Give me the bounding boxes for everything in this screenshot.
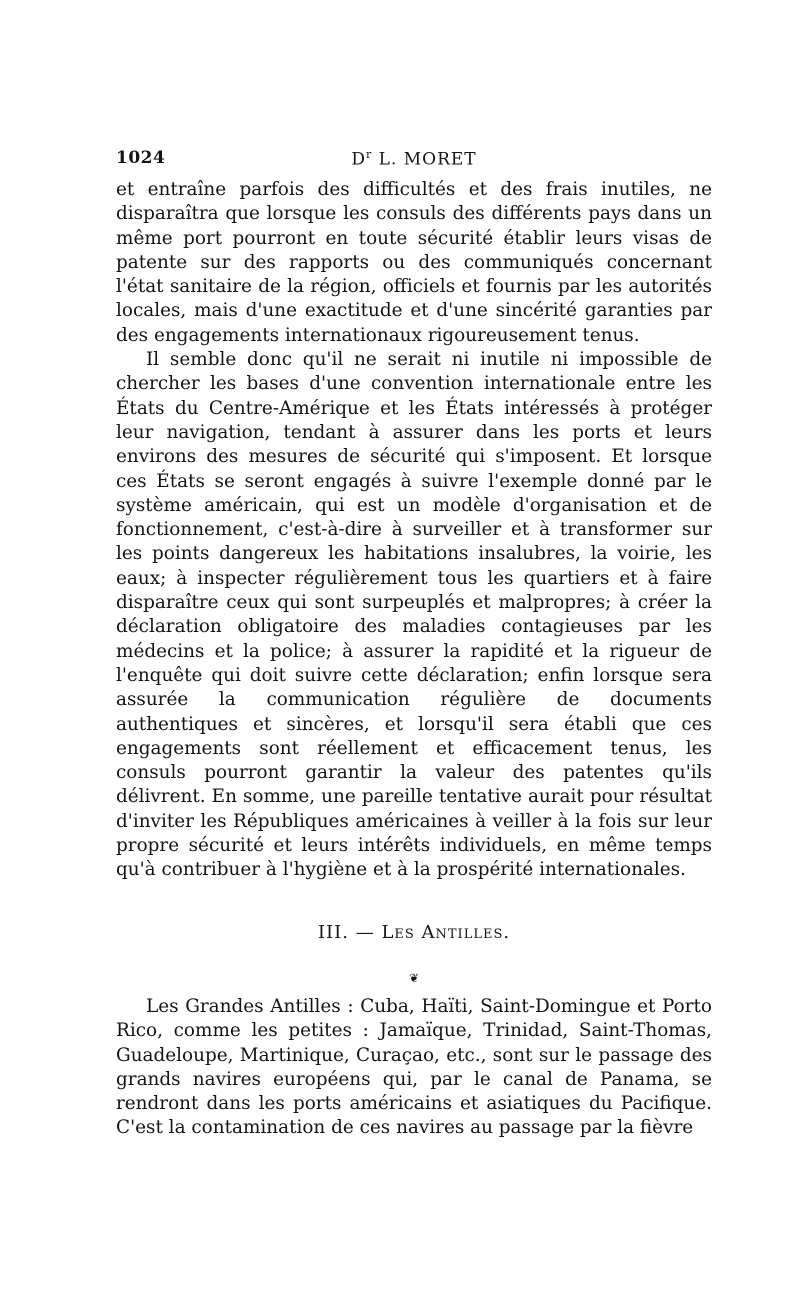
section-title: Les Antilles. bbox=[381, 921, 511, 943]
section-numeral: III. — bbox=[317, 921, 375, 943]
paragraph-convention: Il semble donc qu'il ne serait ni inutile ni impossible de chercher les bases d'une convention internationale entre les États du Centre-Amérique et les États intéressés à protéger leur navigation, tendant à assurer dans les ports et leurs environs des mesures de sécurité qui s'imposent. Et lorsque ces États se seront engagés à suivre l'exemple donné par le système américain, qui est un modèle d'organisation et de fonctionnement, c'est-à-dire à surveiller et à transformer sur les points dangereux les habitations insalubres, la voirie, les eaux; à inspecter régulièrement tous les quartiers et à faire disparaître ceux qui sont surpeuplés et malpropres; à créer la déclaration obligatoire des maladies contagieuses par les médecins et la police; à assurer la rapidité et la rigueur de l'enquête qui doit suivre cette déclaration; enfin lorsque sera assurée la communication régulière de documents authentiques et sincères, et lorsqu'il sera établi que ces engagements sont réellement et efficacement tenus, les consuls pourront garantir la valeur des patentes qu'ils délivrent. En somme, une pareille tentative aurait pour résultat d'inviter les Républiques américaines à veiller à la fois sur leur propre sécurité et leurs intérêts individuels, en même temps qu'à contribuer à l'hygiène et à la prospérité internationales. bbox=[116, 349, 712, 881]
page bbox=[116, 148, 712, 1141]
author-name: L. MORET bbox=[378, 149, 477, 170]
paragraph-continued: et entraîne parfois des difficultés et des frais inutiles, ne disparaîtra que lorsque les consuls des différents pays dans un même port pourront en toute sécurité établir leurs visas de patente sur des rapports ou des communiqués concernant l'état sanitaire de la région, officiels et fournis par les autorités locales, mais d'une exactitude et d'une sincérité garanties par des engagements internationaux rigoureusement tenus. bbox=[116, 179, 712, 346]
paragraph-antilles: Les Grandes Antilles : Cuba, Haïti, Saint-Domingue et Porto Rico, comme les petites : Jamaïque, Trinidad, Saint-Thomas, Guadeloupe, Martinique, Curaçao, etc., sont sur le passage des grands navires européens qui, par le canal de Panama, se rendront dans les ports américains et asiatiques du Pacifique. C'est la contamination de ces navires au passage par la fièvre bbox=[116, 995, 712, 1139]
page-header bbox=[116, 148, 712, 178]
section-heading bbox=[116, 921, 712, 945]
body-text bbox=[116, 178, 712, 1141]
author-prefix-sup: r bbox=[365, 148, 373, 161]
author-prefix: D bbox=[351, 149, 366, 170]
running-head bbox=[116, 148, 712, 170]
ornament-icon: ❦ bbox=[408, 970, 420, 985]
page-number: 1024 bbox=[116, 148, 166, 168]
